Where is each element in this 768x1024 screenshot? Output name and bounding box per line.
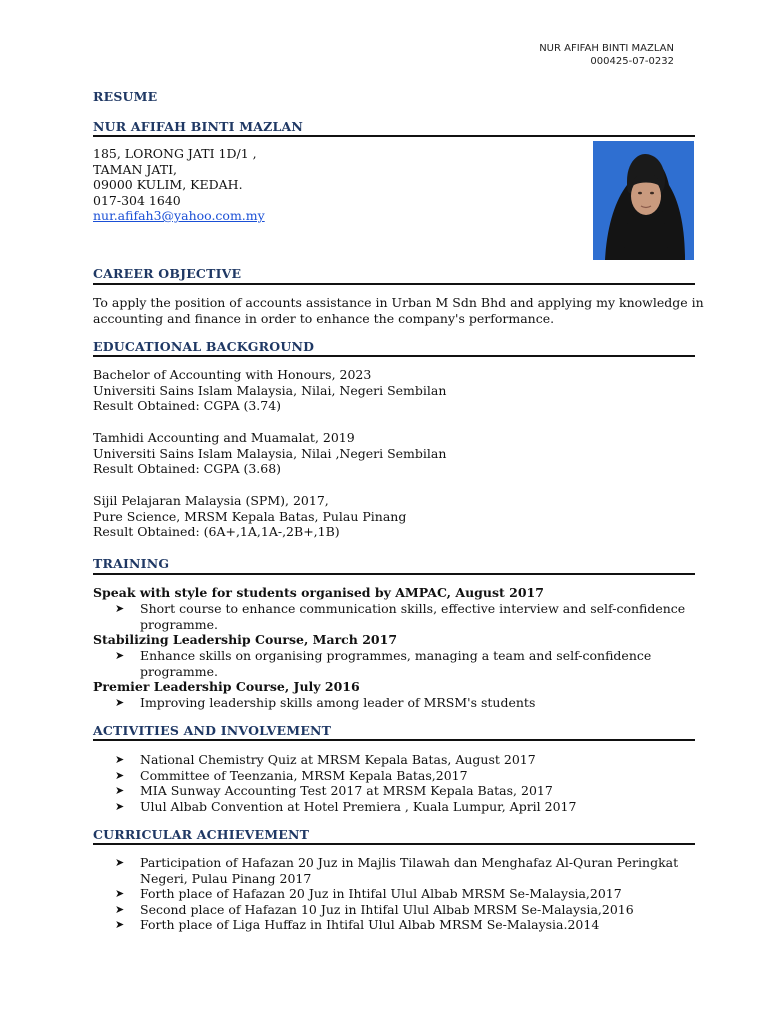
address-line-2: TAMAN JATI, [93,161,178,177]
education-heading: EDUCATIONAL BACKGROUND [93,339,315,354]
education-result: Result Obtained: CGPA (3.74) [93,398,282,413]
arrowhead-bullet-icon: ➤ [115,856,125,869]
education-result: Result Obtained: CGPA (3.68) [93,461,282,476]
header-ic-number: 000425-07-0232 [590,56,674,67]
address-line-1: 185, LORONG JATI 1D/1 , [93,146,257,161]
activities-list [115,752,695,814]
training-item-heading: Speak with style for students organised by AMPAC, August 2017 [93,585,544,600]
training-bullet-list [115,601,695,632]
education-school: Pure Science, MRSM Kepala Batas, Pulau Pinang [93,508,407,524]
arrowhead-bullet-icon: ➤ [115,602,125,615]
curricular-list [115,855,695,933]
list-item: ➤ Second place of Hafazan 10 Juz in Ihtifal Ulul Albab MRSM Se-Malaysia,2016 [115,901,634,917]
address-line-3: 09000 KULIM, KEDAH. [93,177,243,192]
education-entry [93,493,406,540]
education-school: Universiti Sains Islam Malaysia, Nilai ,Negeri Sembilan [93,445,447,461]
arrowhead-bullet-icon: ➤ [115,649,125,662]
list-item: ➤ Participation of Hafazan 20 Juz in Majlis Tilawah dan Menghafaz Al-Quran Peringkat Negeri, Pulau Pinang 2017 [115,855,679,886]
full-name-heading: NUR AFIFAH BINTI MAZLAN [93,119,304,134]
profile-photo-illustration [593,141,694,260]
career-line-2: accounting and finance in order to enhance the company's performance. [93,310,555,326]
phone-number: 017-304 1640 [93,192,181,208]
list-item: ➤ MIA Sunway Accounting Test 2017 at MRSM Kepala Batas, 2017 [115,783,553,798]
list-item: ➤ Short course to enhance communication skills, effective interview and self-confidence programme. [115,601,686,632]
arrowhead-bullet-icon: ➤ [115,753,125,766]
list-item: ➤ Enhance skills on organising programmes, managing a team and self-confidence programme. [115,648,652,679]
divider-training [93,573,695,575]
divider-activities [93,739,695,741]
education-school: Universiti Sains Islam Malaysia, Nilai, Negeri Sembilan [93,382,447,398]
contact-block [93,146,265,224]
list-item: ➤ Forth place of Liga Huffaz in Ihtifal Ulul Albab MRSM Se-Malaysia.2014 [115,917,600,932]
arrowhead-bullet-icon: ➤ [115,918,125,931]
training-bullet-list [115,648,695,679]
arrowhead-bullet-icon: ➤ [115,902,125,916]
divider-curricular [93,843,695,845]
education-entry [93,430,446,477]
training-item-heading: Premier Leadership Course, July 2016 [93,679,360,694]
list-item: ➤ National Chemistry Quiz at MRSM Kepala Batas, August 2017 [115,752,536,767]
training-heading: TRAINING [93,556,170,571]
career-line-1: To apply the position of accounts assistance in Urban M Sdn Bhd and applying my knowledge in [93,295,704,310]
arrowhead-bullet-icon: ➤ [115,768,125,782]
arrowhead-bullet-icon: ➤ [115,696,125,709]
document-header [539,42,674,68]
arrowhead-bullet-icon: ➤ [115,799,125,813]
divider-education [93,355,695,357]
resume-title: RESUME [93,89,158,104]
training-bullet-list [115,695,695,711]
education-degree: Sijil Pelajaran Malaysia (SPM), 2017, [93,493,329,508]
divider-career [93,283,695,285]
career-objective-heading: CAREER OBJECTIVE [93,266,242,281]
email-link[interactable]: nur.afifah3@yahoo.com.my [93,208,265,223]
curricular-heading: CURRICULAR ACHIEVEMENT [93,827,310,842]
list-item: ➤ Improving leadership skills among leader of MRSM's students [115,695,536,710]
education-degree: Bachelor of Accounting with Honours, 2023 [93,367,372,382]
arrowhead-bullet-icon: ➤ [115,784,125,797]
list-item: ➤ Committee of Teenzania, MRSM Kepala Batas,2017 [115,767,468,783]
career-objective-text [93,295,704,326]
list-item: ➤ Ulul Albab Convention at Hotel Premiera , Kuala Lumpur, April 2017 [115,798,577,814]
list-item: ➤ Forth place of Hafazan 20 Juz in Ihtifal Ulul Albab MRSM Se-Malaysia,2017 [115,886,622,901]
divider-name [93,135,695,137]
education-degree: Tamhidi Accounting and Muamalat, 2019 [93,430,355,445]
education-result: Result Obtained: (6A+,1A,1A-,2B+,1B) [93,524,340,539]
activities-heading: ACTIVITIES AND INVOLVEMENT [93,723,332,738]
header-name: NUR AFIFAH BINTI MAZLAN [539,43,674,54]
arrowhead-bullet-icon: ➤ [115,887,125,900]
profile-photo [593,141,694,260]
education-entry [93,367,446,414]
training-item-heading: Stabilizing Leadership Course, March 2017 [93,632,398,647]
